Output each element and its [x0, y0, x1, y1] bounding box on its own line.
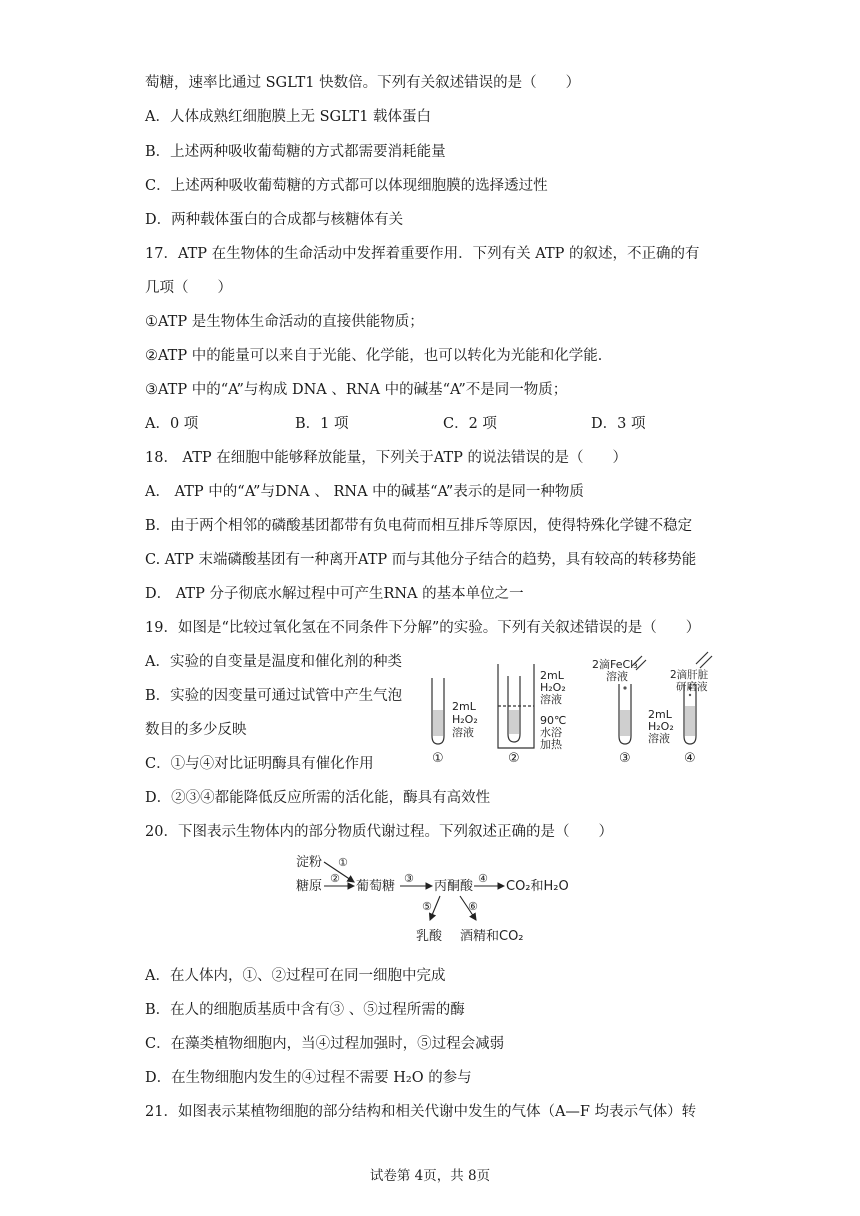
t4-liver-label: 2滴肝脏 [670, 669, 709, 681]
q19-option-b-cont: 数目的多少反映 [145, 722, 247, 738]
process-5-label: ⑤ [422, 900, 432, 913]
q17-options [145, 414, 645, 434]
svg-text:研磨液 [676, 680, 708, 693]
q17-option-b: B．1 项 [295, 416, 349, 432]
q16-option-b: B．上述两种吸收葡萄糖的方式都需要消耗能量 [145, 144, 446, 160]
svg-text:2滴肝脏 [670, 668, 709, 681]
t1-h2o2-label: H₂O₂ [452, 713, 478, 726]
process-6-label: ⑥ [468, 900, 478, 913]
tube-number-2: ② [508, 751, 520, 766]
q17-statement-1: ①ATP 是生物体生命活动的直接供能物质； [145, 314, 424, 330]
glycogen-label: 糖原 [296, 879, 323, 894]
t2-solution-label: 溶液 [540, 693, 562, 706]
q20-option-c: C．在藻类植物细胞内，当④过程加强时，⑤过程会减弱 [145, 1036, 505, 1052]
t34-solution-label: 溶液 [648, 732, 670, 745]
q19-stem: 19．如图是“比较过氧化氢在不同条件下分解”的实验。下列有关叙述错误的是（ ） [145, 620, 701, 636]
q20-metabolism-diagram [294, 848, 569, 948]
svg-text:溶液 [606, 669, 628, 683]
svg-text:2mL [452, 700, 477, 713]
q18-option-b: B．由于两个相邻的磷酸基团都带有负电荷而相互排斥等原因，使得特殊化学键不稳定 [145, 518, 693, 534]
q16-option-c: C．上述两种吸收葡萄糖的方式都可以体现细胞膜的选择透过性 [145, 178, 548, 194]
q20-stem: 20．下图表示生物体内的部分物质代谢过程。下列叙述正确的是（ ） [145, 824, 613, 840]
process-4-label: ④ [478, 872, 488, 885]
q20-option-d: D．在生物细胞内发生的④过程不需要 H₂O 的参与 [145, 1070, 472, 1086]
q19-option-b: B．实验的因变量可通过试管中产生气泡 [145, 688, 403, 704]
q19-test-tube-figure [420, 648, 720, 766]
svg-text:H₂O₂ [452, 713, 478, 726]
t3-fecl3-solution-label: 溶液 [606, 670, 628, 683]
q17-stem: 17．ATP 在生物体的生命活动中发挥着重要作用．下列有关 ATP 的叙述，不正确的有 [145, 246, 700, 262]
q20-option-a: A．在人体内，①、②过程可在同一细胞中完成 [145, 968, 446, 984]
lactic-acid-label: 乳酸 [416, 929, 443, 944]
glucose-label: 葡萄糖 [356, 879, 396, 894]
process-3-label: ③ [404, 872, 414, 885]
q16-option-d: D．两种载体蛋白的合成都与核糖体有关 [145, 212, 404, 228]
tube-number-1: ① [432, 751, 444, 766]
q19-option-d: D．②③④都能降低反应所需的活化能，酶具有高效性 [145, 790, 491, 806]
process-1-label: ① [338, 856, 348, 869]
q17-stem-line2: 几项（ ） [145, 280, 232, 296]
tube-number-4: ④ [684, 751, 696, 766]
t4-homogenate-label: 研磨液 [676, 681, 708, 693]
t2-temperature-label: 90℃ [540, 714, 567, 727]
tube-number-3: ③ [619, 751, 631, 766]
q18-option-d: D． ATP 分子彻底水解过程中可产生RNA 的基本单位之一 [145, 586, 524, 602]
t2-volume-label: 2mL [540, 669, 564, 682]
q18-option-c: C. ATP 末端磷酸基团有一种离开ATP 而与其他分子结合的趋势，具有较高的转移势能 [145, 552, 697, 568]
q16-option-a: A．人体成熟红细胞膜上无 SGLT1 载体蛋白 [145, 109, 432, 125]
q17-statement-3: ③ATP 中的“A”与构成 DNA 、RNA 中的碱基“A”不是同一物质； [145, 382, 568, 398]
alcohol-co2-label: 酒精和CO₂ [460, 929, 524, 944]
q19-option-a: A．实验的自变量是温度和催化剂的种类 [145, 654, 402, 670]
t1-solution-label: 溶液 [452, 726, 474, 739]
co2-h2o-label: CO₂和H₂O [506, 879, 569, 894]
q17-option-a: A．0 项 [145, 416, 199, 432]
q18-stem: 18． ATP 在细胞中能够释放能量，下列关于ATP 的说法错误的是（ ） [145, 450, 627, 466]
svg-text:水浴 [540, 725, 562, 739]
q18-option-a: A． ATP 中的“A”与DNA 、 RNA 中的碱基“A”表示的是同一种物质 [145, 484, 584, 500]
q17-option-c: C．2 项 [443, 416, 497, 432]
svg-text:溶液 [648, 731, 670, 745]
q17-statement-2: ②ATP 中的能量可以来自于光能、化学能，也可以转化为光能和化学能． [145, 348, 613, 364]
svg-text:溶液 [540, 692, 562, 706]
page-footer: 试卷第 4页，共 8页 [369, 1168, 491, 1184]
process-2-label: ② [330, 872, 340, 885]
t2-water-bath-label: 水浴 [540, 726, 562, 739]
pyruvate-label: 丙酮酸 [434, 879, 474, 894]
t2-h2o2-label: H₂O₂ [540, 681, 566, 694]
q19-option-c: C．①与④对比证明酶具有催化作用 [145, 756, 374, 772]
starch-label: 淀粉 [296, 855, 323, 870]
q20-option-b: B．在人的细胞质基质中含有③ 、⑤过程所需的酶 [145, 1002, 465, 1018]
t34-h2o2-label: H₂O₂ [648, 720, 674, 733]
svg-text:加热 [540, 737, 563, 751]
t3-fecl3-label: 2滴FeCl₃ [592, 658, 638, 671]
t2-heating-label: 加热 [540, 738, 562, 751]
q17-option-d: D．3 项 [591, 416, 646, 432]
t1-volume-label: 2mL [452, 700, 476, 713]
svg-text:溶液 [452, 725, 474, 739]
q16-stem-continuation: 萄糖，速率比通过 SGLT1 快数倍。下列有关叙述错误的是（ ） [145, 75, 581, 91]
dropper-liver [696, 652, 712, 668]
t34-volume-label: 2mL [648, 708, 672, 721]
q21-stem: 21．如图表示某植物细胞的部分结构和相关代谢中发生的气体（A—F 均表示气体）转 [145, 1104, 697, 1120]
